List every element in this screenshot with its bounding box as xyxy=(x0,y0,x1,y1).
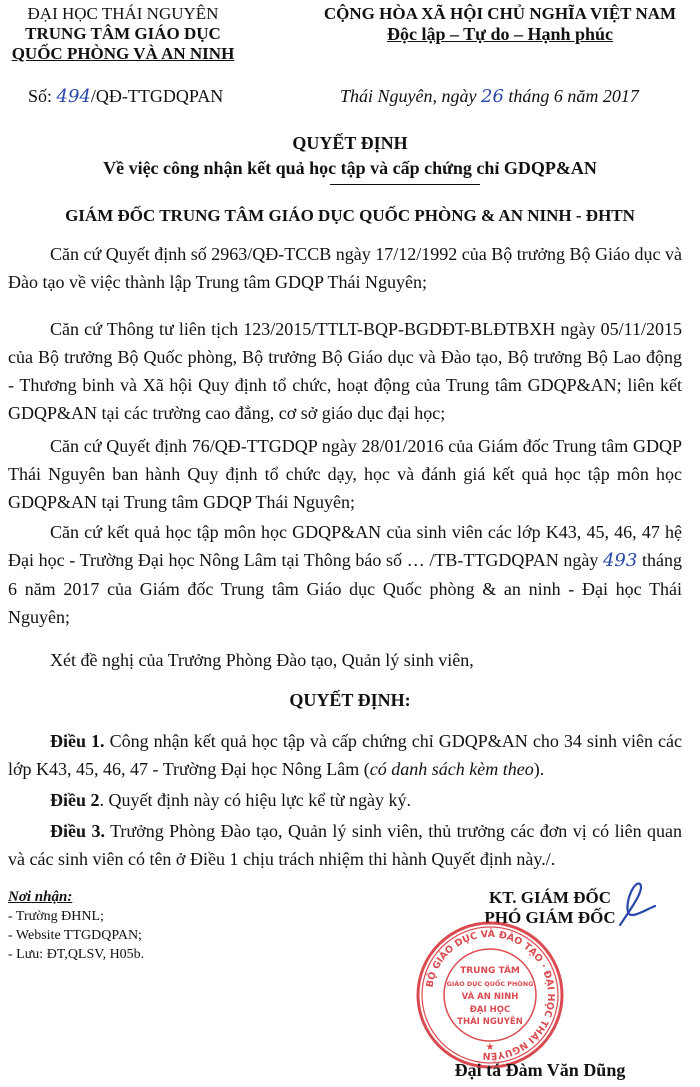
recipient-item: - Website TTGDQPAN; xyxy=(8,928,142,943)
issuing-agency-header xyxy=(8,4,238,64)
doc-number-handwritten: 494 xyxy=(56,86,91,107)
document-title: QUYẾT ĐỊNH xyxy=(292,133,408,153)
recipient-item: - Trường ĐHNL; xyxy=(8,909,104,924)
article-3-text: Trưởng Phòng Đào tạo, Quản lý sinh viên, thủ trưởng các đơn vị có liên quan và các sinh viên có tên ở Điều 1 chịu trách nhiệm thi hành Quyết định này./. xyxy=(8,821,683,869)
national-title: CỘNG HÒA XÃ HỘI CHỦ NGHĨA VIỆT NAM xyxy=(323,4,677,23)
date-line xyxy=(340,86,639,107)
proposal-paragraph: Xét đề nghị của Trưởng Phòng Đào tạo, Quản lý sinh viên, xyxy=(50,650,474,670)
signer-name: Đại tá Đàm Văn Dũng xyxy=(454,1060,626,1080)
article-1-label: Điều 1. xyxy=(50,731,105,751)
official-seal xyxy=(415,920,565,1070)
decision-heading: QUYẾT ĐỊNH: xyxy=(289,690,411,710)
recipients-list xyxy=(8,888,144,964)
article-1-italic: có danh sách kèm theo xyxy=(369,759,534,779)
handwritten-signature xyxy=(600,880,660,930)
article-1-text: Công nhận kết quả học tập và cấp chứng chỉ GDQP&AN cho 34 sinh viên các lớp K43, 45, 46, 47 - Trường Đại học Nông Lâm ( xyxy=(8,731,683,779)
article-3 xyxy=(8,817,682,873)
seal-center-line: TRUNG TÂM xyxy=(460,966,520,976)
signer-position: PHÓ GIÁM ĐỐC xyxy=(484,908,616,927)
article-3-label: Điều 3. xyxy=(50,821,105,841)
seal-center-line: GIÁO DỤC QUỐC PHÒNG xyxy=(446,980,534,988)
legal-basis-paragraph-1: Căn cứ Quyết định số 2963/QĐ-TCCB ngày 17/12/1992 của Bộ trưởng Bộ Giáo dục và Đào tạo về việc thành lập Trung tâm GDQP Thái Nguyên; xyxy=(8,244,682,292)
seal-center-line: THÁI NGUYÊN xyxy=(457,1017,523,1027)
seal-star-icon: ★ xyxy=(485,1042,495,1053)
date-handwritten-day: 26 xyxy=(481,86,504,107)
article-2 xyxy=(8,786,682,814)
document-subtitle: Về việc công nhận kết quả học tập và cấp chứng chỉ GDQP&AN xyxy=(103,158,597,178)
paragraph-4-handwritten-number: 493 xyxy=(602,550,638,571)
article-1-end: ). xyxy=(533,759,545,779)
legal-basis-paragraph-3: Căn cứ Quyết định 76/QĐ-TTGDQP ngày 28/01/2016 của Giám đốc Trung tâm GDQP Thái Nguyên ban hành Quy định tổ chức dạy, học và đánh giá kết quả học tập môn học GDQP&AN tại Trung tâm GDQP Thái Nguyên; xyxy=(8,436,682,512)
seal-center-line: ĐẠI HỌC xyxy=(469,1005,511,1015)
paragraph-4-text-b: tháng 6 năm 2017 của Giám đốc Trung tâm Giáo dục Quốc phòng & an ninh - Đại học Thái Nguyên; xyxy=(8,550,682,627)
legal-basis-paragraph-2: Căn cứ Thông tư liên tịch 123/2015/TTLT-BQP-BGDĐT-BLĐTBXH ngày 05/11/2015 của Bộ trưởng Bộ Quốc phòng, Bộ trưởng Bộ Giáo dục và Đào tạo, Bộ trưởng Bộ Lao động - Thương binh và Xã hội Quy định tổ chức, hoạt động của Trung tâm GDQP&AN; liên kết GDQP&AN tại các trường cao đẳng, cơ sở giáo dục đại học; xyxy=(8,319,682,423)
signer-authority: KT. GIÁM ĐỐC xyxy=(489,888,611,907)
national-header xyxy=(300,4,700,44)
agency-line-3: QUỐC PHÒNG VÀ AN NINH xyxy=(11,44,235,63)
agency-line-2: TRUNG TÂM GIÁO DỤC xyxy=(25,24,221,43)
date-suffix: tháng 6 năm 2017 xyxy=(503,86,639,106)
national-motto: Độc lập – Tự do – Hạnh phúc xyxy=(386,24,614,44)
director-heading: GIÁM ĐỐC TRUNG TÂM GIÁO DỤC QUỐC PHÒNG & AN NINH - ĐHTN xyxy=(65,206,635,225)
recipients-title: Nơi nhận: xyxy=(8,889,73,905)
article-2-text: . Quyết định này có hiệu lực kể từ ngày ký. xyxy=(99,790,411,810)
subtitle-underline xyxy=(330,184,480,185)
doc-number-suffix: /QĐ-TTGDQPAN xyxy=(90,86,224,106)
paragraph-4-text-a: Căn cứ kết quả học tập môn học GDQP&AN của sinh viên các lớp K43, 45, 46, 47 hệ Đại học - Trường Đại học Nông Lâm tại Thông báo số … /TB-TTGDQPAN ngày xyxy=(8,522,682,570)
document-number xyxy=(28,86,223,107)
article-1 xyxy=(8,727,682,783)
date-prefix: Thái Nguyên, ngày xyxy=(340,86,481,106)
legal-basis-paragraph-4 xyxy=(8,518,682,631)
seal-ring-text: BỘ GIÁO DỤC VÀ ĐÀO TẠO · ĐẠI HỌC THÁI NGUYÊN xyxy=(424,928,557,1062)
article-2-label: Điều 2 xyxy=(50,790,100,810)
recipient-item: - Lưu: ĐT,QLSV, H05b. xyxy=(8,947,145,962)
agency-line-1: ĐẠI HỌC THÁI NGUYÊN xyxy=(27,4,219,23)
doc-number-prefix: Số: xyxy=(28,86,57,106)
seal-center-line: VÀ AN NINH xyxy=(461,992,519,1002)
